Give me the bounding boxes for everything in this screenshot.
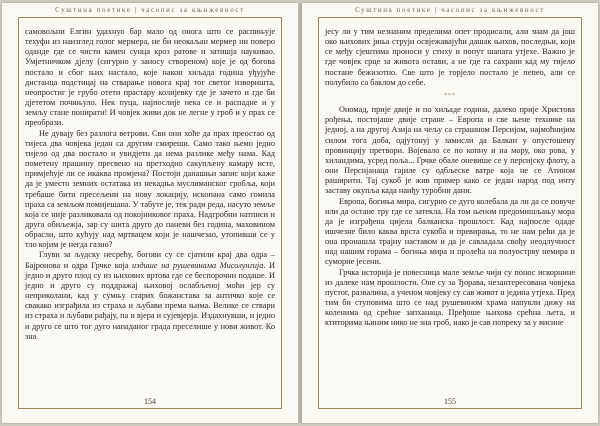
left-page-number: 154 (144, 397, 156, 406)
left-paragraph-1: самовољни Елгин удахнуо бар мало од онога што се распињује техуфн из наизглед голог мермера, не би неокаљан мермер ни поверо оданде где се чисти камен сунца кроз ратове и затишја наукивао. Умјетничком дјелу (сигурно у заносу створеном) које је од богова постало и сбог њих настало, које након хиљада година уђујуће дистанца подстицај на стварање новога краj тог светог изворишта, неопростиг је грубо отети прастару колијевку где је зачето и где би дјететом почињуло. Нек пуца, најпослије нека се и распадне и у земљу стане понирати! И човјек живи док не легне у гроб и у прах се преобрази. (25, 27, 275, 128)
right-paragraph-3: Европа, богиња мира, сигурно се дуго колебала да ли да се повуче или да остане тру где се затекла. На том њеном предомишљању мора да је изграђена цијела балканска прошлост. Кад најпосле одаде ишчезне било каква врста сукоба и превирања, то не нам рећи да је она пронашла трајну наставом и да је савладала свођу неодлучност над нашим горама – богиња мира и пролећа на полуострву немира и суморне јесени. (325, 196, 575, 267)
right-page-body (325, 27, 575, 329)
right-page-header: Суштина поетике | часопис за књижевност (355, 6, 545, 14)
left-paragraph-3: Глуви за људску несрећу, богови су се сјатили крај два одра – Бајронова и одра Грчке која издише на рушевинама Мисолунгија. И једно и друго плод су из њихових вртова где се беспорочни подаше. И једно и друго су поддражај њиховој ослабљеној моћи јер су неприколани, кад у сумњу старих божанстава за античко које се свакако изграђила из страха и љубави према њима. Велике се ствари из страха и љубави рађају, па и вјера и сујевјерја. Издахнувши, и једно и друго се што тог дуго нападаног града преселише у нови живот. Ко зна (25, 250, 275, 341)
italic-quote: издише на рушевинама Мисолунгија (132, 260, 264, 270)
left-page-body (25, 27, 275, 342)
left-paragraph-2: Не дувају без разлога ветрови. Сви они хоће да прах преостао од тијеса два човјека један са другим смиреши. Само тако њемо једно тијело од два постало и увидјети да нема разлике међу нама. Кад пометену прашину пресвено на претходно сакупљену камару исте, примјећује ли се икаква промјена? Постоји данашњи запис који каже да је уместо земних остатака из некадња муслиманског гробља, који требаше бити пресељени на нову локацију, ископана само гомила праха са земљом помијешана. У табуте је, тек ради реда, насуто земље која се није разликовала од покојниковог праха. Надгробни натписи и друга обиљежја, зар су шита друго до паневи без година, маховином обрасли, што кућују над мртвацем који је нашчезао, утопивши се у тло којим је негда газио? (25, 128, 275, 250)
left-page-header: Суштина поетике | часопис за књижевност (55, 6, 245, 14)
right-paragraph-1: јесу ли у тим незнаним пределима опет продисали, али знам да још око њихових јиња струји освјежавајући дашак њихов, последњи, који се међу сјештима проноси у стиху и попут шапата утјехе. Важно је где човјек срце за живота остави, а не где га сахрани кад му тијело постане бежизотно. Све што је горјело постало је пепео, али се полубило са баклом до себе. (325, 27, 575, 87)
right-page (302, 3, 598, 423)
section-separator: *** (444, 92, 456, 99)
right-paragraph-4: Грчка историја је повесница мале земље чији су понос искорнине из далеке нам прошлости. Оне су за Ђорава, незантересована човјека пустог, развалина, а ученом човјеку су сав живот и једина утјеха. Пред тим би ступовима што се над рушевином храма напукли дижу на коленима од срећне запханаца. Пређоше њихова срећна љета, и ктиторима њиним нико не зна гроб, иако је сав попреку за у висине (325, 267, 575, 328)
right-page-number: 155 (444, 397, 456, 406)
left-page (2, 3, 298, 423)
right-paragraph-2: Ономад, прије двије и по хиљаде година, далеко прије Христова рођења, постојаше двије стране – Европа и све њене технике на једној, а на другој Азија на чељу са страшном Персијом, најмоћнијим силом тога доба, одјутонуј у замисли да Балкан у опустошену провинцију претвори. Војевало се по копну и на мору, око рова, у хиландима, усред поља... Грчке обале оневише се у персијску флоту, а они Персијанаца гајиле су одбљеске ватре која не се Атином раширити. Тај сукоб је жив пример како се један народ под ичту заставу окупља када наиђу туробни дани. (325, 105, 575, 196)
